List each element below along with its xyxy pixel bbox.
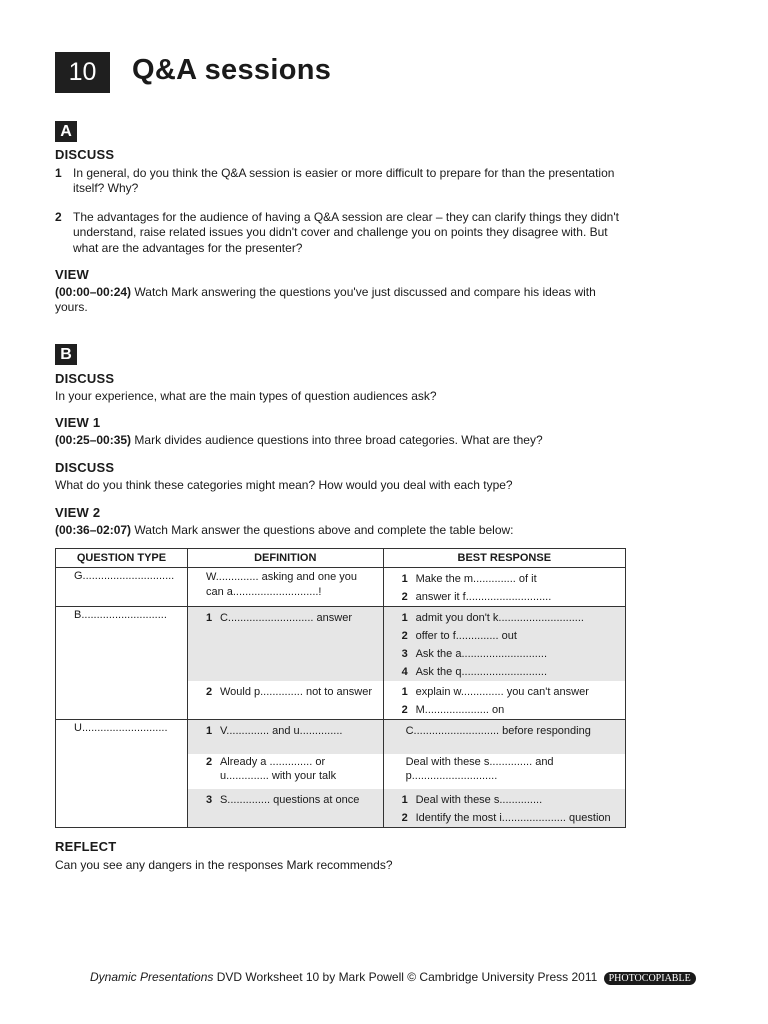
list-item: 1 C............................ answer [205, 612, 352, 624]
reflect-text: Can you see any dangers in the responses Mark recommends? [55, 857, 393, 872]
page-title: Q&A sessions [132, 54, 332, 86]
timestamp: (00:36–02:07) [55, 522, 132, 537]
table-cell [56, 607, 188, 720]
table-cell [187, 681, 383, 720]
discuss-text: What do you think these categories might mean? How would you deal with each type? [55, 477, 513, 492]
list-item: 2 Would p.............. not to answer [205, 686, 372, 698]
discuss-text: In your experience, what are the main types of question audiences ask? [55, 388, 437, 403]
question-text: The advantages for the audience of having a Q&A session are clear – they can clarify things they didn't understand, raise related issues you didn't cover and challenge you on points they disagree with. But what are the advantages for the presenter? [73, 209, 619, 255]
table-row [56, 720, 626, 754]
list-item: 3 S.............. questions at once [205, 793, 360, 806]
timestamp: (00:25–00:35) [55, 432, 132, 447]
view-heading: VIEW 2 [55, 505, 101, 520]
view-instruction [55, 523, 620, 539]
fill-in-blank: W.............. asking and one you can a............................! [205, 571, 357, 598]
table-cell [187, 720, 383, 754]
unit-number: 10 [55, 52, 110, 93]
section-a-discuss [55, 147, 620, 256]
section-b-discuss-1 [55, 371, 620, 404]
question-1 [55, 166, 620, 197]
list-item: 1 Deal with these s.............. [401, 793, 543, 806]
section-b-badge: B [55, 344, 77, 365]
fill-in-blank: U............................ [74, 722, 168, 734]
list-item: 1 Make the m.............. of it [401, 573, 537, 585]
table-header-row [56, 549, 626, 568]
table-cell [383, 568, 625, 607]
section-b-view-2 [55, 505, 620, 538]
section-a-badge: A [55, 121, 77, 142]
column-header: BEST RESPONSE [383, 549, 625, 568]
view-heading: VIEW [55, 267, 90, 282]
section-a-view [55, 267, 620, 316]
list-item: 1 admit you don't k............................ [401, 612, 584, 624]
column-header: DEFINITION [187, 549, 383, 568]
table-cell [187, 568, 383, 607]
question-2 [55, 210, 620, 257]
fill-in-blank: C............................ before responding [405, 725, 591, 737]
view-heading: VIEW 1 [55, 415, 101, 430]
list-item: 4 Ask the q............................ [401, 666, 548, 678]
footer-text: DVD Worksheet 10 by Mark Powell © Cambridge University Press 2011 [216, 970, 598, 984]
list-item: 2 M..................... on [401, 704, 505, 716]
fill-in-blank: B............................ [74, 609, 167, 621]
discuss-heading: DISCUSS [55, 371, 115, 386]
view-text: Watch Mark answer the questions above and complete the table below: [134, 522, 514, 537]
question-number: 2 [55, 209, 62, 224]
reflect-section [55, 839, 620, 873]
view-instruction [55, 433, 620, 449]
question-types-table [55, 548, 626, 828]
table-cell [383, 789, 625, 828]
fill-in-blank: Deal with these s.............. and p............................ [405, 755, 554, 782]
table-cell [187, 789, 383, 828]
list-item: 2 offer to f.............. out [401, 630, 517, 642]
discuss-heading: DISCUSS [55, 147, 115, 162]
table-cell [383, 607, 625, 682]
list-item: 1 explain w.............. you can't answer [401, 686, 589, 698]
timestamp: (00:00–00:24) [55, 284, 132, 299]
list-item: 2 answer it f............................ [401, 591, 552, 603]
page-footer [90, 970, 696, 985]
reflect-heading: REFLECT [55, 839, 117, 854]
question-text: In general, do you think the Q&A session is easier or more difficult to prepare for than the presentation itself? Why? [73, 165, 615, 195]
table-row [56, 568, 626, 607]
table-row [56, 607, 626, 682]
table-cell [383, 681, 625, 720]
table-cell [187, 607, 383, 682]
column-header: QUESTION TYPE [56, 549, 188, 568]
book-title: Dynamic Presentations [90, 970, 214, 984]
table-cell [56, 720, 188, 828]
fill-in-blank: G.............................. [74, 570, 175, 582]
section-b-discuss-2 [55, 460, 620, 493]
section-b-view-1 [55, 415, 620, 448]
list-item: 3 Ask the a............................ [401, 648, 548, 660]
view-text: Watch Mark answering the questions you've just discussed and compare his ideas with yours. [55, 284, 596, 314]
photocopiable-badge: PHOTOCOPIABLE [604, 972, 696, 985]
view-instruction [55, 285, 620, 316]
table-cell [56, 568, 188, 607]
list-item: 1 V.............. and u.............. [205, 725, 343, 737]
table-cell [187, 754, 383, 789]
table-cell [383, 754, 625, 789]
table-cell [383, 720, 625, 754]
question-number: 1 [55, 165, 62, 180]
list-item: 2 Already a .............. or u.............. with your talk [205, 755, 337, 782]
list-item: 2 Identify the most i..................... question [401, 811, 611, 824]
view-text: Mark divides audience questions into three broad categories. What are they? [134, 432, 543, 447]
discuss-heading: DISCUSS [55, 460, 115, 475]
